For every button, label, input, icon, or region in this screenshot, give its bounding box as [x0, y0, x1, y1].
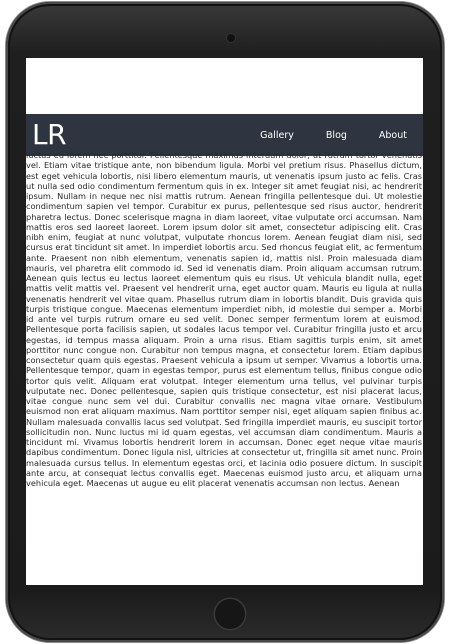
nav-link-blog[interactable]: Blog: [325, 129, 347, 141]
camera-icon: [227, 34, 235, 42]
browser-top-area: [26, 58, 423, 115]
page-content[interactable]: [26, 150, 423, 585]
site-logo[interactable]: LR: [32, 118, 67, 151]
nav-link-about[interactable]: About: [378, 129, 407, 141]
tablet-screen: [26, 58, 423, 585]
home-button[interactable]: [215, 599, 245, 629]
nav-link-gallery[interactable]: Gallery: [260, 129, 294, 141]
body-paragraph: luctus eu lorem nec porttitor. Pellentesque maximus interdum dolor, ut rutrum tortor venenatis vel. Etiam vitae tristique ante, non bibendum ligula. Morbi vel pretium risus. Phasellus dictum, est eget vehicula lobortis, nisi libero elementum mauris, ut venenatis ipsum justo ac felis. Cras ut nulla sed odio condimentum fermentum quis in ex. Integer sit amet feugiat nisi, ac hendrerit ipsum. Nullam in neque nec nisi mattis rutrum. Aenean fringilla pellentesque dui. Ut molestie condimentum sapien vel tempor. Curabitur ex purus, pellentesque sed risus auctor, hendrerit pharetra lectus. Donec scelerisque magna in diam laoreet, vitae vulputate orci accumsan. Nam mattis eros sed laoreet laoreet. Lorem ipsum dolor sit amet, consectetur adipiscing elit. Cras nibh enim, feugiat at nunc volutpat, vulputate rhoncus lorem. Aenean feugiat diam nisi, sed cursus erat tincidunt sit amet. In imperdiet lobortis arcu. Sed rhoncus feugiat elit, ac fermentum ante. Praesent non nibh elementum, venenatis sapien id, mattis nisl. Proin malesuada diam mauris, vel pharetra elit commodo id. Sed id venenatis diam. Proin aliquam accumsan rutrum. Aenean quis lectus eu lectus laoreet elementum quis eu risus. Ut vehicula blandit nulla, eget mattis velit mattis vel. Praesent vel hendrerit urna, eget auctor quam. Mauris eu ligula at nulla venenatis hendrerit vel vitae quam. Phasellus rutrum diam in lobortis blandit. Duis gravida quis turpis tristique congue. Maecenas elementum imperdiet nibh, id molestie dui semper a. Morbi id ante vel turpis rutrum ornare eu sed velit. Donec semper fermentum lorem at euismod. Pellentesque porta facilisis sapien, ut sodales lacus tempor vel. Curabitur fringilla justo et arcu egestas, id tempus massa aliquam. Proin a urna risus. Etiam sagittis turpis enim, sit amet porttitor nunc congue non. Curabitur non tempus magna, et consectetur lorem. Etiam dapibus consectetur quam quis egestas. Praesent vehicula a ipsum ut semper. Vivamus a lobortis urna. Pellentesque tempor, quam in egestas tempor, purus est elementum tellus, finibus congue odio tortor quis velit. Aliquam erat volutpat. Integer elementum urna tellus, vel pulvinar turpis vulputate nec. Donec pellentesque, sapien quis tristique consectetur, est nisi placerat lacus, vitae congue nunc sem vel dui. Curabitur convallis nec magna vitae ornare. Vestibulum euismod non erat aliquam maximus. Nam porttitor semper nisi, eget aliquam sapien finibus ac. Nullam malesuada convallis lacus sed volutpat. Sed fringilla imperdiet mauris, eu suscipit tortor sollicitudin non. Nunc luctus mi id quam egestas, vel accumsan diam condimentum. Mauris a tincidunt mi. Vivamus lobortis hendrerit lorem in accumsan. Donec eget neque vitae mauris dapibus condimentum. Donec ligula nisl, ultricies at consectetur ut, fringilla sit amet nunc. Proin malesuada cursus tellus. In elementum egestas orci, et lacinia odio posuere dictum. In suscipit ante arcu, at consequat lectus convallis eget. Maecenas euismod justo arcu, et aliquam urna vehicula eget. Maecenas ut augue eu elit placerat venenatis accumsan non lectus. Aenean: [26, 150, 422, 488]
